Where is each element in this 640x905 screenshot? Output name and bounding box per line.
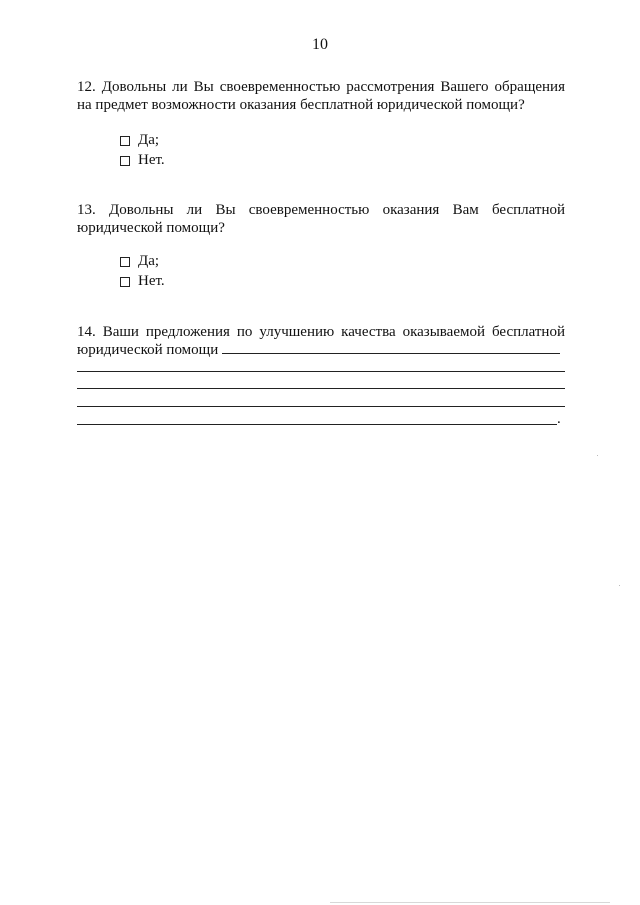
question-14 [77, 323, 565, 359]
question-14-text-line1: 14. Ваши предложения по улучшению качества оказываемой бесплатной [77, 324, 565, 340]
checkbox-icon[interactable] [120, 156, 130, 166]
page-edge-divider [330, 902, 610, 903]
question-13 [77, 201, 565, 237]
answer-line-4[interactable] [77, 424, 557, 425]
checkbox-icon[interactable] [120, 136, 130, 146]
question-12-text-line1: 12. Довольны ли Вы своевременностью рассмотрения Вашего обращения [77, 79, 565, 95]
question-13-text-line1: 13. Довольны ли Вы своевременностью оказания Вам бесплатной [77, 202, 565, 218]
answer-line-2[interactable] [77, 388, 565, 389]
question-12-option-no[interactable] [120, 151, 165, 169]
checkbox-icon[interactable] [120, 257, 130, 267]
question-13-text-line2: юридической помощи? [77, 220, 225, 236]
option-label: Да; [138, 253, 160, 269]
answer-blank-inline[interactable] [222, 341, 560, 354]
question-14-text-line2-wrap [77, 341, 565, 359]
option-label: Нет. [138, 273, 165, 289]
question-13-option-yes[interactable] [120, 252, 165, 270]
page-number: 10 [312, 36, 328, 53]
option-label: Да; [138, 132, 160, 148]
question-12-option-yes[interactable] [120, 131, 165, 149]
scan-artifact [597, 455, 598, 456]
checkbox-icon[interactable] [120, 277, 130, 287]
question-14-text-line2: юридической помощи [77, 342, 219, 358]
scan-artifact [619, 585, 620, 586]
question-13-options [120, 252, 165, 292]
answer-end-mark: . [557, 411, 561, 427]
question-12-text-line2: на предмет возможности оказания бесплатной юридической помощи? [77, 97, 525, 113]
option-label: Нет. [138, 152, 165, 168]
question-13-option-no[interactable] [120, 272, 165, 290]
question-12 [77, 78, 565, 114]
answer-line-3[interactable] [77, 406, 565, 407]
question-12-options [120, 131, 165, 171]
answer-line-1[interactable] [77, 371, 565, 372]
